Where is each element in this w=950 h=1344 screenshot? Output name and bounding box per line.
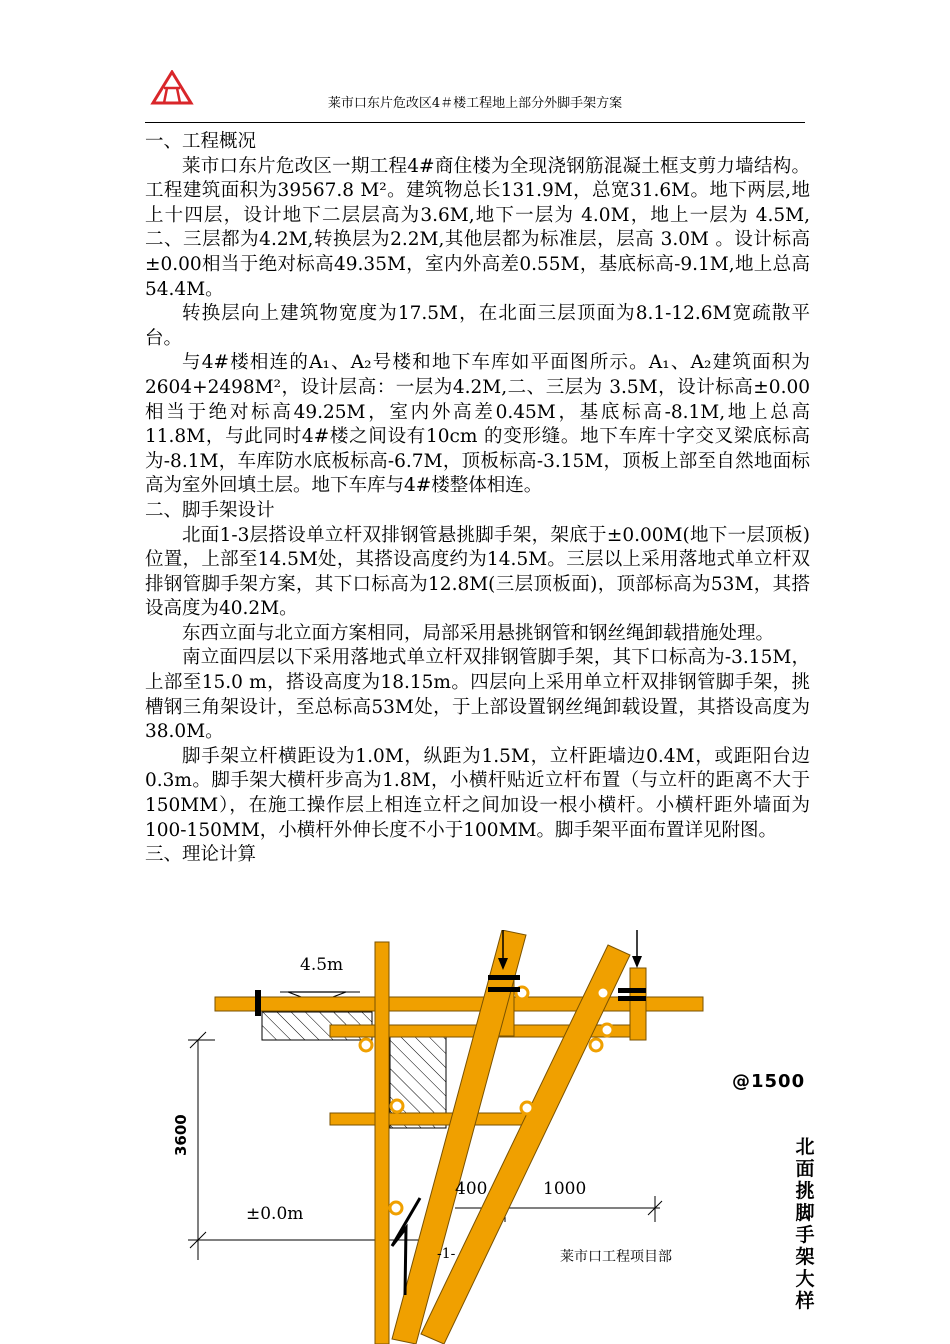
tube-standard-left	[375, 942, 389, 1344]
paragraph: 莱市口东片危改区一期工程4#商住楼为全现浇钢筋混凝土框支剪力墙结构。工程建筑面积为39567.8 M²。建筑物总长131.9M，总宽31.6M。地下两层,地上十四层，设计地下二层层高为3.6M,地下一层为 4.0M，地上一层为 4.5M,二、三层都为4.2M,转换层为2.2M,其他层都为标准层，层高 3.0M 。设计标高±0.00相当于绝对标高49.35M，室内外高差0.55M，基底标高-9.1M,地上总高54.4M。	[145, 155, 810, 300]
header-divider	[145, 122, 805, 123]
section-heading-design: 二、脚手架设计	[145, 499, 275, 521]
load-arrow-icon	[632, 930, 642, 968]
label-dim-1000: 1000	[543, 1179, 587, 1199]
paragraph: 脚手架立杆横距设为1.0M，纵距为1.5M，立杆距墙边0.4M，或距阳台边0.3m。脚手架大横杆步高为1.8M，小横杆贴近立杆布置（与立杆的距离不大于150MM），在施工操作层上相连立杆之间加设一根小横杆。小横杆距外墙面为100-150MM，小横杆外伸长度不小于100MM。脚手架平面布置详见附图。	[145, 745, 810, 841]
paragraph: 转换层向上建筑物宽度为17.5M，在北面三层顶面为8.1-12.6M宽疏散平台。	[145, 303, 810, 349]
coupler-icon	[521, 1102, 533, 1114]
section-heading-overview: 一、工程概况	[145, 131, 257, 152]
coupler-icon	[360, 1039, 372, 1051]
page-number: -1-	[437, 1246, 456, 1262]
tube-third-ledger	[330, 1113, 544, 1125]
coupler-icon	[390, 1202, 402, 1214]
label-dim-400: 400	[455, 1179, 488, 1199]
coupler-icon	[601, 1024, 613, 1036]
paragraph: 东西立面与北立面方案相同，局部采用悬挑钢管和钢丝绳卸载措施处理。	[182, 622, 775, 644]
footer-org: 莱市口工程项目部	[560, 1249, 672, 1265]
header-title: 莱市口东片危改区4＃楼工程地上部分外脚手架方案	[327, 96, 623, 111]
label-elevation-top: 4.5m	[300, 955, 344, 975]
label-spacing: @1500	[732, 1071, 806, 1092]
coupler-icon	[590, 1039, 602, 1051]
document-body	[145, 130, 810, 868]
diagram-side-title: 北面挑脚手架大样	[795, 1136, 815, 1312]
paragraph: 南立面四层以下采用落地式单立杆双排钢管脚手架，其下口标高为-3.15M，上部至15.0 m，搭设高度为18.15m。四层向上采用单立杆双排钢管脚手架，挑槽钢三角架设计，至总标高53M处，于上部设置钢丝绳卸载设置，其搭设高度为38.0M。	[145, 647, 810, 743]
label-elevation-zero: ±0.0m	[246, 1204, 304, 1224]
coupler-icon	[391, 1100, 403, 1112]
coupler-icon	[597, 987, 609, 999]
label-height-3600: 3600	[172, 1114, 190, 1156]
section-heading-calculation: 三、理论计算	[145, 844, 257, 866]
tube-standard-right	[630, 968, 646, 1040]
paragraph: 北面1-3层搭设单立杆双排钢管悬挑脚手架，架底于±0.00M(地下一层顶板)位置，上部至14.5M处，其搭设高度约为14.5M。三层以上采用落地式单立杆双排钢管脚手架方案，其下口标高为12.8M(三层顶板面)，顶部标高为53M，其搭设高度为40.2M。	[145, 524, 810, 620]
paragraph: 与4#楼相连的A₁、A₂号楼和地下车库如平面图所示。A₁、A₂建筑面积为2604+2498M²，设计层高：一层为4.2M,二、三层为 3.5M，设计标高±0.00相当于绝对标高49.25M，室内外高差0.45M，基底标高-8.1M,地上总高11.8M，与此同时4#楼之间设有10cm 的变形缝。地下车库十字交叉梁底标高为-8.1M，车库防水底板标高-6.7M，顶板标高-3.15M，顶板上部至自然地面标高为室外回填土层。地下车库与4#楼整体相连。	[145, 352, 810, 497]
